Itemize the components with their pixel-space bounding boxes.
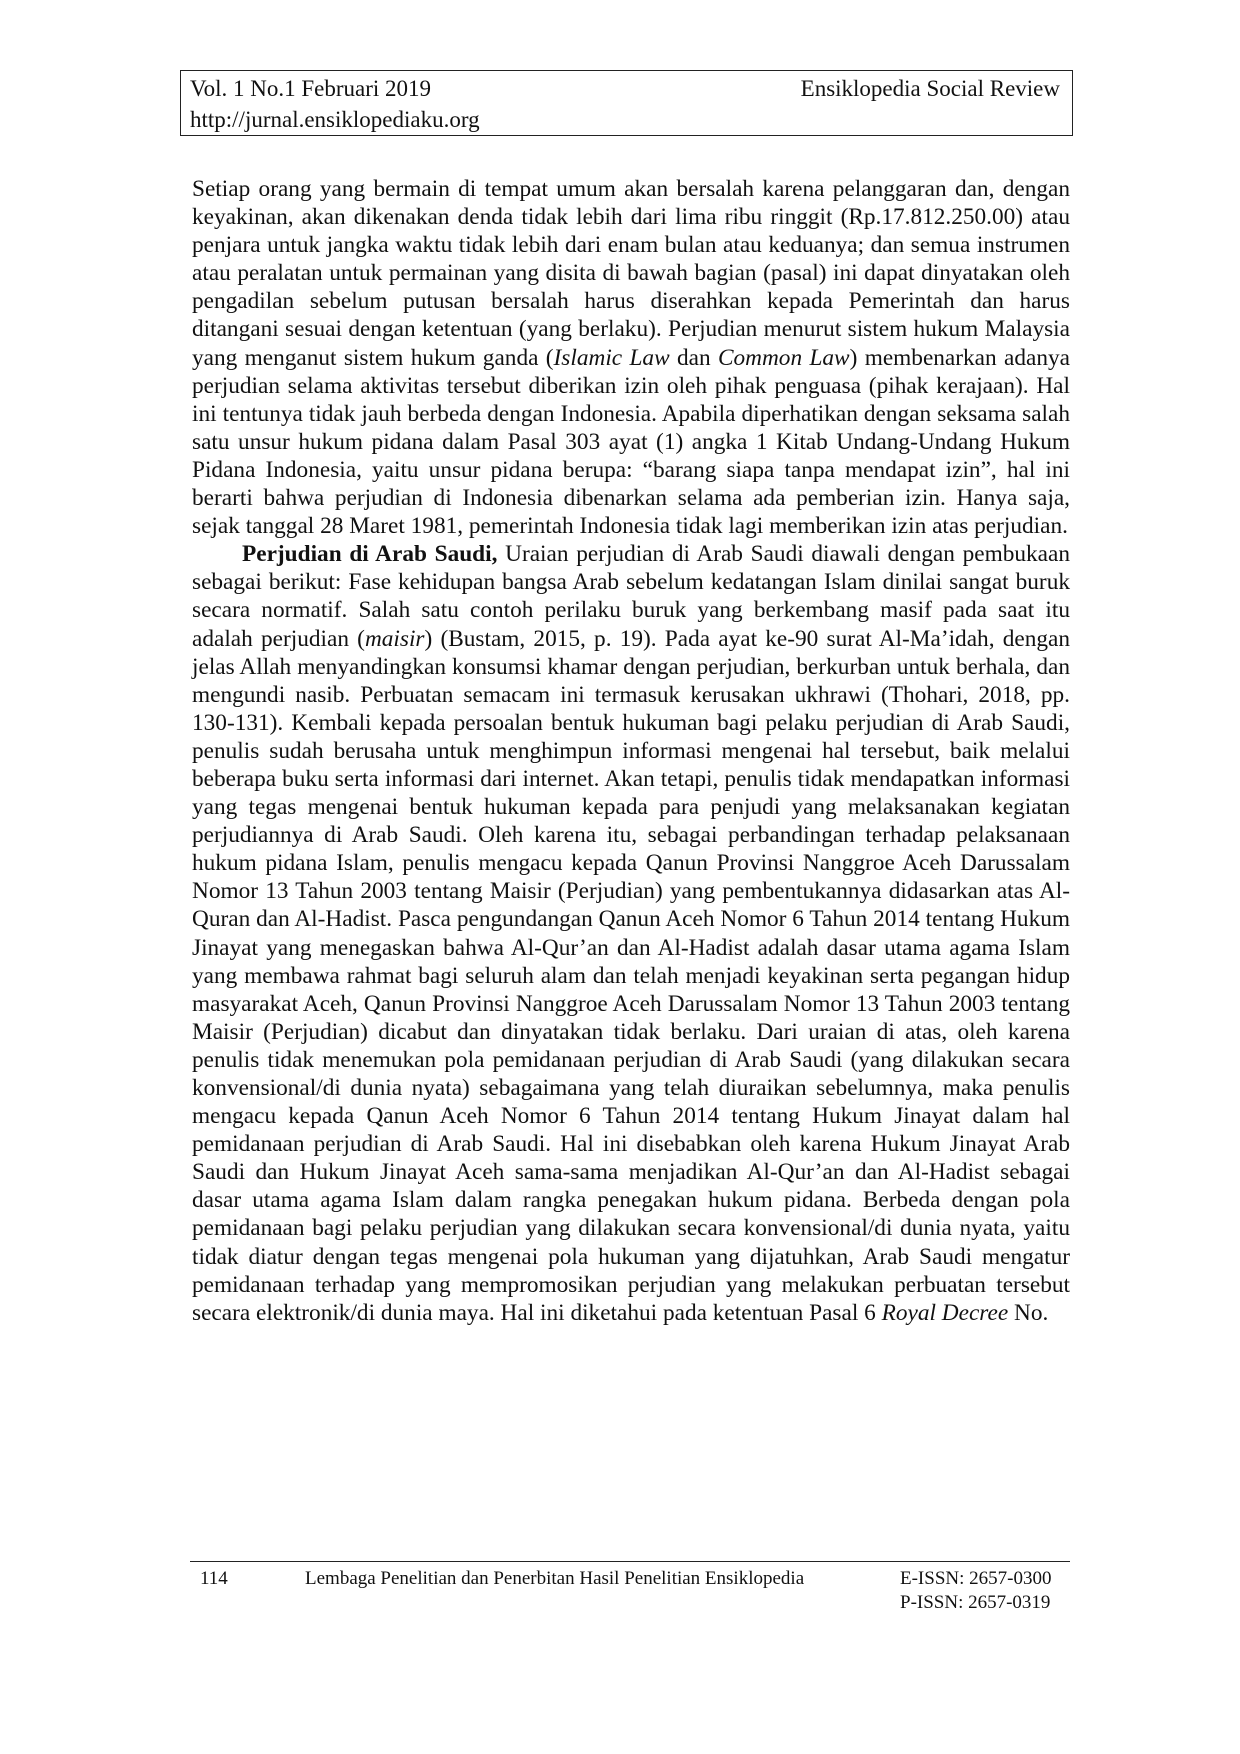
section-heading: Perjudian di Arab Saudi, [242, 541, 498, 568]
volume-info: Vol. 1 No.1 Februari 2019 [190, 76, 432, 101]
article-body [192, 175, 1070, 1327]
page-number: 114 [200, 1568, 228, 1589]
italic-term: maisir [364, 625, 425, 652]
journal-url[interactable]: http://jurnal.ensiklopediaku.org [190, 107, 480, 132]
p-issn: P-ISSN: 2657-0319 [900, 1592, 1051, 1613]
italic-term: Islamic Law [553, 344, 670, 371]
header-row-top [190, 75, 1060, 103]
running-header [180, 70, 1073, 136]
paragraph-malaysia: Setiap orang yang bermain di tempat umum akan bersalah karena pelanggaran dan, dengan keyakinan, akan dikenakan denda tidak lebih dari lima ribu ringgit (Rp.17.812.250.00) atau penjara untuk jangka waktu tidak lebih dari enam bulan atau keduanya; dan semua instrumen atau peralatan untuk permainan yang disita di bawah bagian (pasal) ini dapat dinyatakan oleh pengadilan sebelum putusan bersalah harus diserahkan kepada Pemerintah dan harus ditangani sesuai dengan ketentuan (yang berlaku). Perjudian menurut sistem hukum Malaysia yang menganut sistem hukum ganda (Islamic Law dan Common Law) membenarkan adanya perjudian selama aktivitas tersebut diberikan izin oleh pihak penguasa (pihak kerajaan). Hal ini tentunya tidak jauh berbeda dengan Indonesia. Apabila diperhatikan dengan seksama salah satu unsur hukum pidana dalam Pasal 303 ayat (1) angka 1 Kitab Undang-Undang Hukum Pidana Indonesia, yaitu unsur pidana berupa: “barang siapa tanpa mendapat izin”, hal ini berarti bahwa perjudian di Indonesia dibenarkan selama ada pemberian izin. Hanya saja, sejak tanggal 28 Maret 1981, pemerintah Indonesia tidak lagi memberikan izin atas perjudian. [192, 176, 1070, 540]
publisher-name: Lembaga Penelitian dan Penerbitan Hasil Penelitian Ensiklopedia [305, 1568, 805, 1589]
paragraph-arab-saudi: Perjudian di Arab Saudi, Uraian perjudian di Arab Saudi diawali dengan pembukaan sebagai berikut: Fase kehidupan bangsa Arab sebelum kedatangan Islam dinilai sangat buruk secara normatif. Salah satu contoh perilaku buruk yang berkembang masif pada saat itu adalah perjudian (maisir) (Bustam, 2015, p. 19). Pada ayat ke-90 surat Al-Ma’idah, dengan jelas Allah menyandingkan konsumsi khamar dengan perjudian, berkurban untuk berhala, dan mengundi nasib. Perbuatan semacam ini termasuk kerusakan ukhrawi (Thohari, 2018, pp. 130-131). Kembali kepada persoalan bentuk hukuman bagi pelaku perjudian di Arab Saudi, penulis sudah berusaha untuk menghimpun informasi mengenai hal tersebut, baik melalui beberapa buku serta informasi dari internet. Akan tetapi, penulis tidak mendapatkan informasi yang tegas mengenai bentuk hukuman kepada para penjudi yang melaksanakan kegiatan perjudiannya di Arab Saudi. Oleh karena itu, sebagai perbandingan terhadap pelaksanaan hukum pidana Islam, penulis mengacu kepada Qanun Provinsi Nanggroe Aceh Darussalam Nomor 13 Tahun 2003 tentang Maisir (Perjudian) yang pembentukannya didasarkan atas Al-Quran dan Al-Hadist. Pasca pengundangan Qanun Aceh Nomor 6 Tahun 2014 tentang Hukum Jinayat yang menegaskan bahwa Al-Qur’an dan Al-Hadist adalah dasar utama agama Islam yang membawa rahmat bagi seluruh alam dan telah menjadi keyakinan serta pegangan hidup masyarakat Aceh, Qanun Provinsi Nanggroe Aceh Darussalam Nomor 13 Tahun 2003 tentang Maisir (Perjudian) dicabut dan dinyatakan tidak berlaku. Dari uraian di atas, oleh karena penulis tidak menemukan pola pemidanaan perjudian di Arab Saudi (yang dilakukan secara konvensional/di dunia nyata) sebagaimana yang telah diuraikan sebelumnya, maka penulis mengacu kepada Qanun Aceh Nomor 6 Tahun 2014 tentang Hukum Jinayat dalam hal pemidanaan perjudian di Arab Saudi. Hal ini disebabkan oleh karena Hukum Jinayat Arab Saudi dan Hukum Jinayat Aceh sama-sama menjadikan Al-Qur’an dan Al-Hadist sebagai dasar utama agama Islam dalam rangka penegakan hukum pidana. Berbeda dengan pola pemidanaan bagi pelaku perjudian yang dilakukan secara konvensional/di dunia nyata, yaitu tidak diatur dengan tegas mengenai pola hukuman yang dijatuhkan, Arab Saudi mengatur pemidanaan terhadap yang mempromosikan perjudian yang melakukan perbuatan tersebut secara elektronik/di dunia maya. Hal ini diketahui pada ketentuan Pasal 6 Royal Decree No. [192, 541, 1070, 1326]
journal-title: Ensiklopedia Social Review [800, 76, 1060, 101]
italic-term: Common Law [717, 344, 850, 371]
header-row-bottom [190, 106, 1060, 134]
issn-block [900, 1567, 1051, 1615]
italic-term: Royal Decree [881, 1299, 1009, 1326]
footer-divider [190, 1561, 1070, 1562]
e-issn: E-ISSN: 2657-0300 [900, 1568, 1052, 1589]
